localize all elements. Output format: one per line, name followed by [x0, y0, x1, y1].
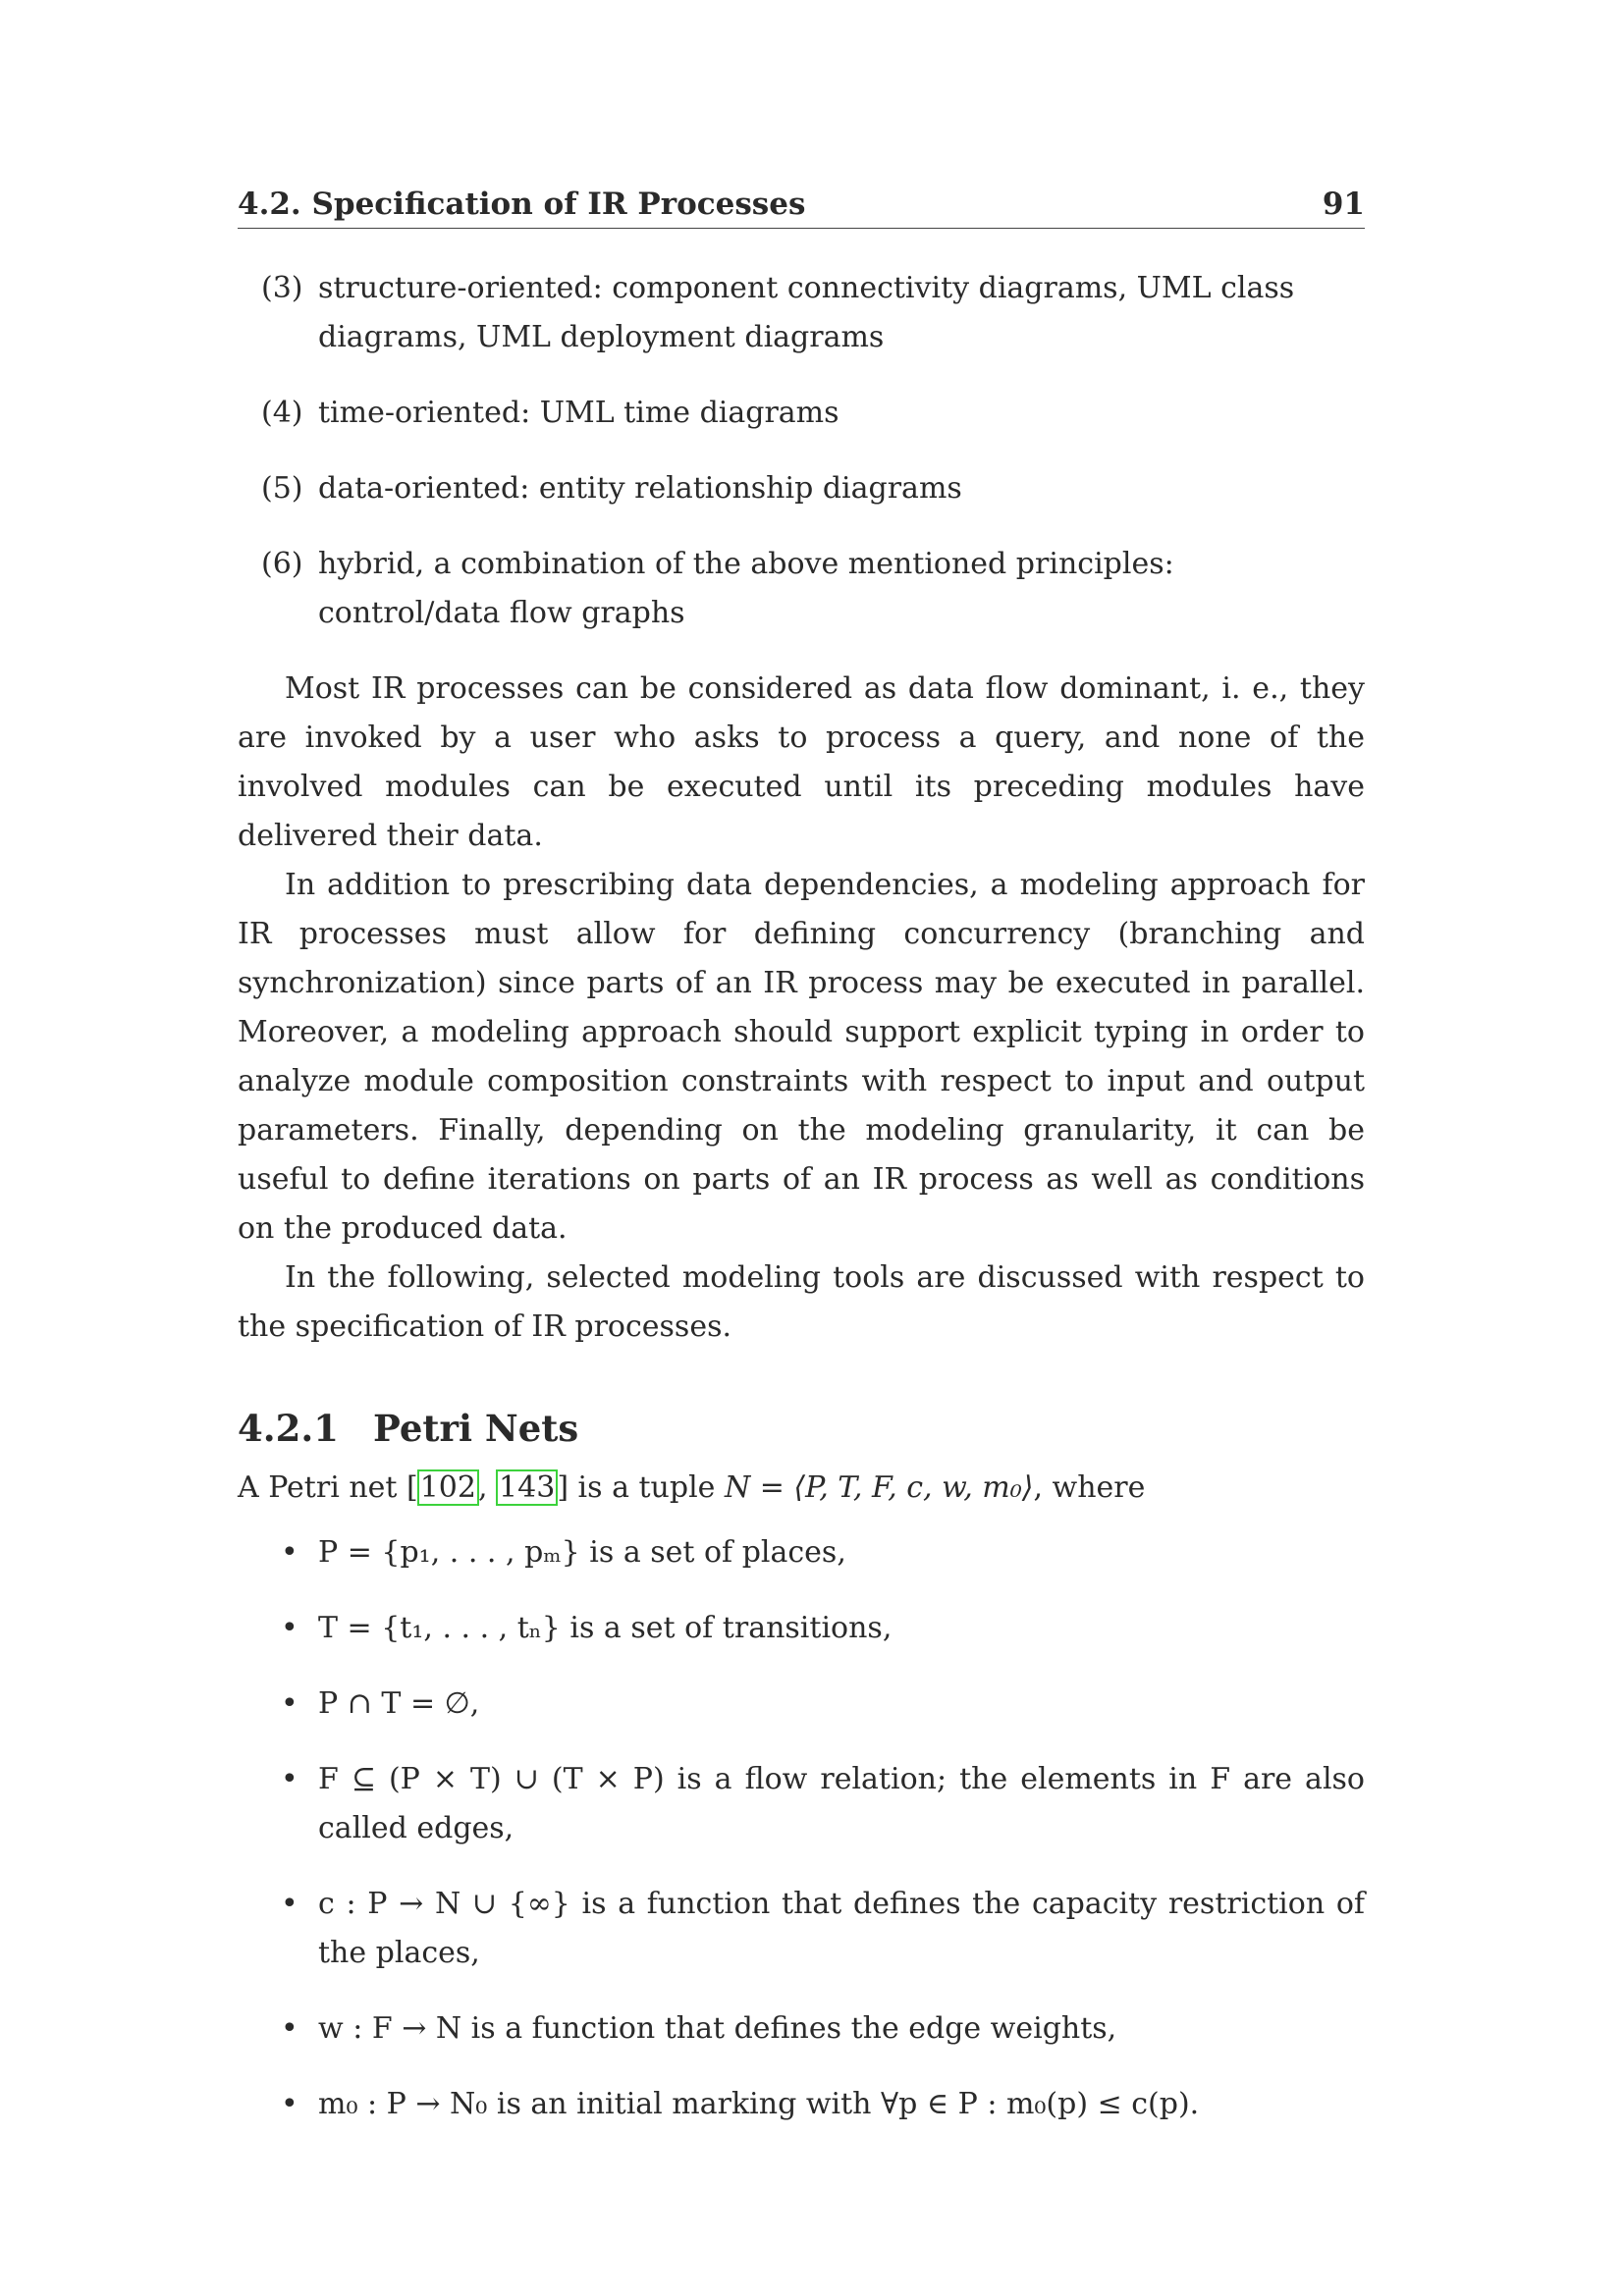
bullet-icon: • — [281, 1686, 298, 1721]
bullet-item — [238, 1680, 1365, 1729]
bullet-text: m₀ : P → N₀ is an initial marking with ∀p ∈ P : m₀(p) ≤ c(p). — [318, 2087, 1200, 2121]
intro-suffix: , where — [1033, 1470, 1146, 1505]
list-item-text: structure-oriented: component connectivity diagrams, UML class diagrams, UML deployment diagrams — [318, 271, 1295, 354]
bullet-item — [238, 2080, 1365, 2129]
section-heading — [238, 1407, 1365, 1450]
list-item-number: (4) — [261, 396, 303, 430]
bullet-item — [238, 1528, 1365, 1577]
intro-prefix: A Petri net [ — [238, 1470, 418, 1505]
intro-middle: ] is a tuple — [557, 1470, 725, 1505]
list-item-text: data-oriented: entity relationship diagrams — [318, 471, 962, 506]
running-header — [238, 187, 1365, 229]
bullet-text: F ⊆ (P × T) ∪ (T × P) is a flow relation; the elements in F are also called edges, — [318, 1762, 1365, 1845]
bullet-item — [238, 1880, 1365, 1978]
bullet-text: P ∩ T = ∅, — [318, 1686, 480, 1721]
list-item-text: time-oriented: UML time diagrams — [318, 396, 839, 430]
bullet-text: T = {t₁, . . . , tₙ} is a set of transitions, — [318, 1611, 893, 1645]
bullet-icon: • — [281, 2011, 298, 2046]
tuple-formula: N = ⟨P, T, F, c, w, m₀⟩ — [724, 1470, 1034, 1505]
bullet-icon: • — [281, 1535, 298, 1570]
definition-intro — [238, 1464, 1365, 1513]
document-page — [238, 187, 1365, 2156]
page-number: 91 — [1322, 187, 1365, 222]
section-title: Petri Nets — [373, 1407, 579, 1450]
bullet-text: c : P → N ∪ {∞} is a function that defines the capacity restriction of the places, — [318, 1887, 1365, 1970]
list-item-number: (3) — [261, 271, 303, 305]
list-item-text: hybrid, a combination of the above mentioned principles: control/data flow graphs — [318, 547, 1174, 630]
bullet-icon: • — [281, 2087, 298, 2121]
bullet-icon: • — [281, 1762, 298, 1796]
list-item-number: (6) — [261, 547, 303, 581]
list-item — [238, 264, 1365, 362]
body-paragraph: In addition to prescribing data dependencies, a modeling approach for IR processes must allow for defining concurrency (branching and synchronization) since parts of an IR process may be executed in parallel. Moreover, a modeling approach should support explicit typing in order to analyze module composition constraints with respect to input and output parameters. Finally, depending on the modeling granularity, it can be useful to define iterations on parts of an IR process as well as conditions on the produced data. — [238, 868, 1365, 1246]
bullet-text: P = {p₁, . . . , pₘ} is a set of places, — [318, 1535, 846, 1570]
section-number: 4.2.1 — [238, 1407, 339, 1450]
enumerated-list — [238, 264, 1365, 638]
definition-bullet-list — [238, 1528, 1365, 2129]
list-item — [238, 389, 1365, 438]
citation-link[interactable]: 102 — [419, 1470, 476, 1505]
bullet-icon: • — [281, 1887, 298, 1921]
list-item-number: (5) — [261, 471, 303, 506]
bullet-text: w : F → N is a function that defines the edge weights, — [318, 2011, 1117, 2046]
bullet-icon: • — [281, 1611, 298, 1645]
list-item — [238, 464, 1365, 513]
bullet-item — [238, 1755, 1365, 1853]
bullet-item — [238, 2004, 1365, 2054]
list-item — [238, 540, 1365, 638]
citation-separator: , — [477, 1470, 498, 1505]
header-section-title: 4.2. Specification of IR Processes — [238, 187, 806, 222]
body-paragraph: Most IR processes can be considered as data flow dominant, i. e., they are invoked by a user who asks to process a query, and none of the involved modules can be executed until its preceding modules have delivered their data. — [238, 671, 1365, 853]
bullet-item — [238, 1604, 1365, 1653]
body-paragraph: In the following, selected modeling tools are discussed with respect to the specification of IR processes. — [238, 1260, 1365, 1344]
citation-link[interactable]: 143 — [499, 1470, 556, 1505]
